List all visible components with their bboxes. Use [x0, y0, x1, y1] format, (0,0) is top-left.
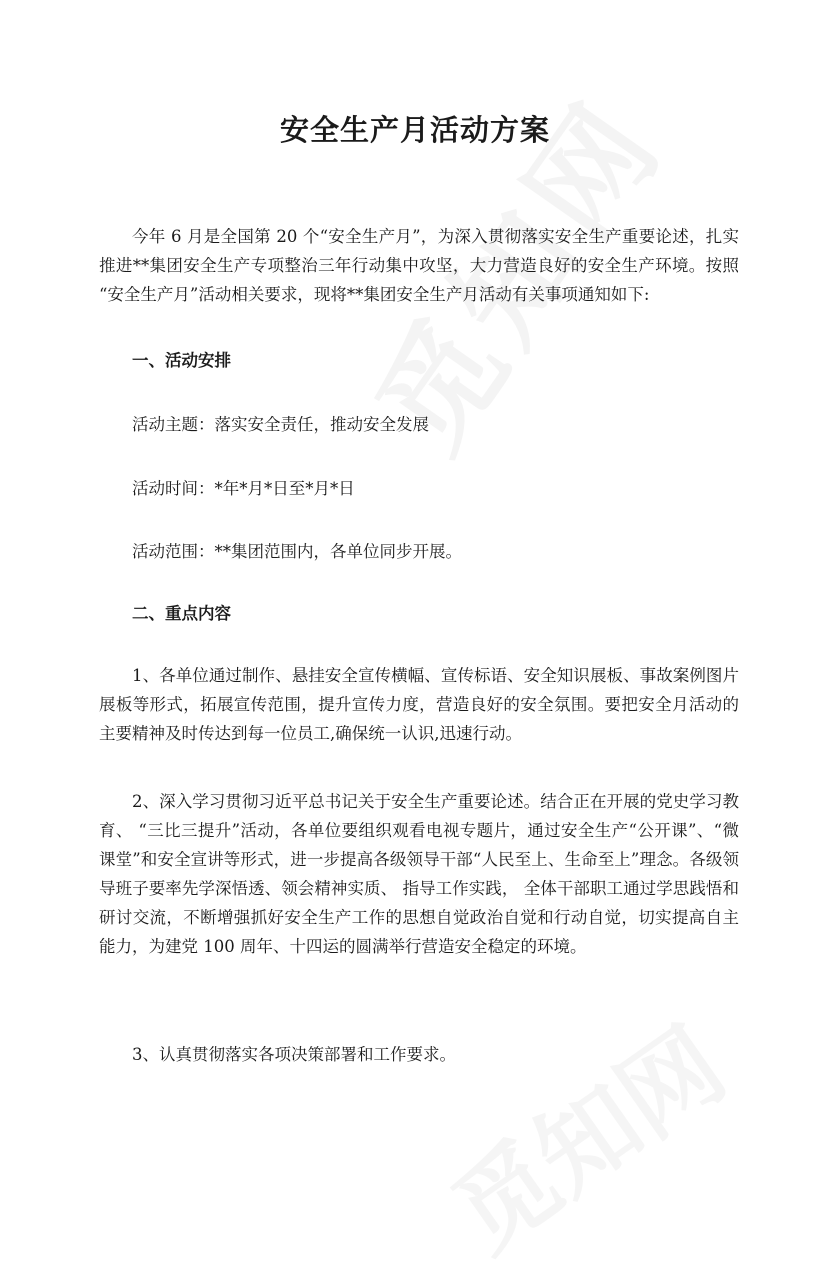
- section-heading-activity-arrangement: 一、活动安排: [132, 351, 231, 370]
- activity-time: 活动时间：*年*月*日至*月*日: [132, 479, 355, 498]
- activity-theme: 活动主题：落实安全责任，推动安全发展: [132, 415, 429, 434]
- activity-scope: 活动范围：**集团范围内，各单位同步开展。: [132, 542, 462, 561]
- key-point-3: 3、认真贯彻落实各项决策部署和工作要求。: [132, 1045, 456, 1064]
- section-heading-key-content: 二、重点内容: [132, 604, 231, 623]
- page-title: 安全生产月活动方案: [279, 113, 550, 147]
- intro-paragraph: 今年 6 月是全国第 20 个“安全生产月”，为深入贯彻落实安全生产重要论述，扎实推进**集团安全生产专项整治三年行动集中攻坚，大力营造良好的安全生产环境。按照 “安全生产月”活动相关要求，现将**集团安全生产月活动有关事项通知如下:: [99, 227, 739, 304]
- key-point-1: 1、各单位通过制作、悬挂安全宣传横幅、宣传标语、安全知识展板、事故案例图片展板等形式，拓展宣传范围，提升宣传力度，营造良好的安全氛围。要把安全月活动的主要精神及时传达到每一位员工,确保统一认识,迅速行动。: [99, 666, 739, 743]
- key-point-2: 2、深入学习贯彻习近平总书记关于安全生产重要论述。结合正在开展的党史学习教育、 “三比三提升”活动，各单位要组织观看电视专题片，通过安全生产“公开课”、“微课堂”和安全宣讲等形式，进一步提高各级领导干部“人民至上、生命至上”理念。各级领导班子要率先学深悟透、领会精神实质、 指导工作实践， 全体干部职工通过学思践悟和研讨交流，不断增强抓好安全生产工作的思想自觉政治自觉和行动自觉，切实提高自主能力，为建党 100 周年、十四运的圆满举行营造安全稳定的环境。: [99, 792, 739, 956]
